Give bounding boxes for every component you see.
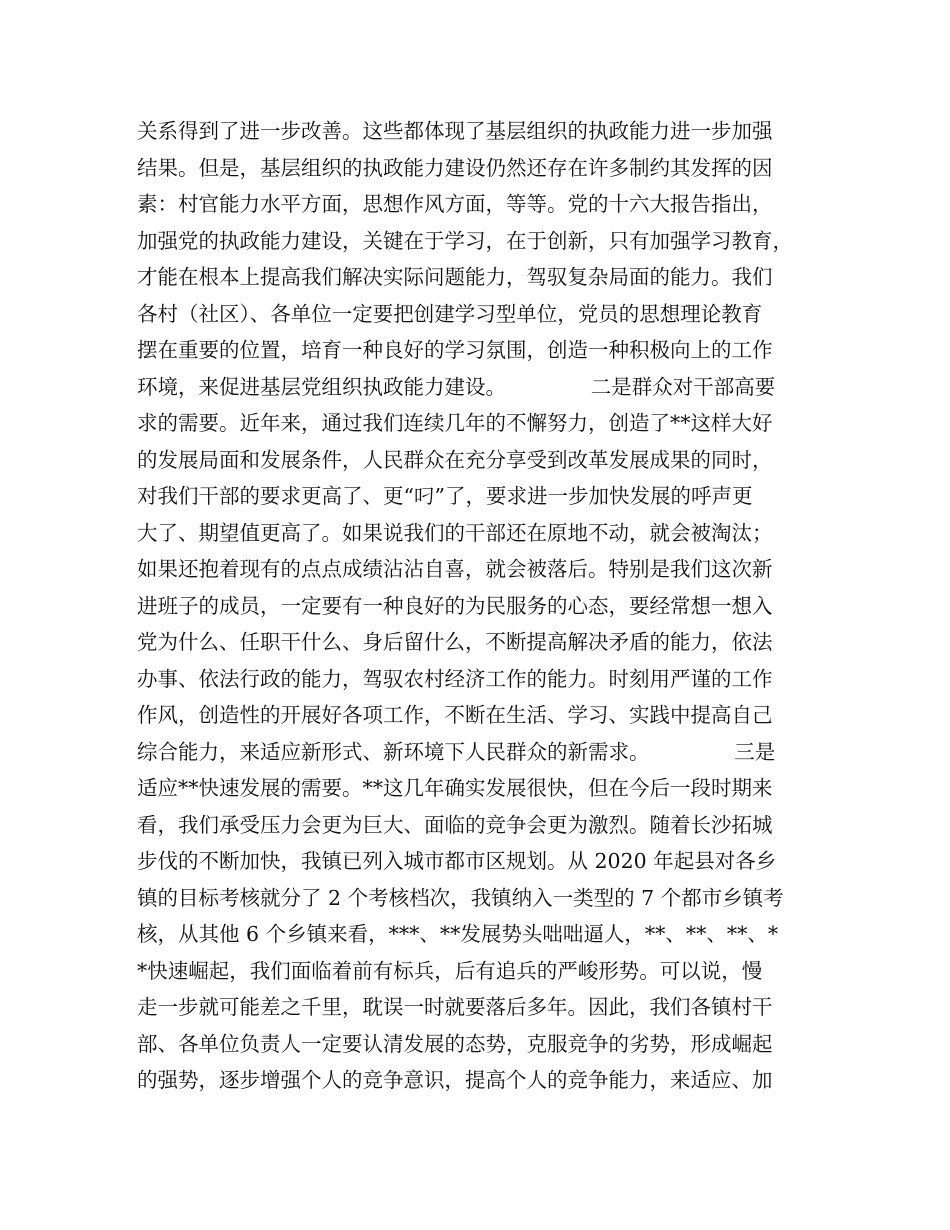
text-line: 各村（社区）、各单位一定要把创建学习型单位，党员的思想理论教育 bbox=[137, 301, 763, 326]
text-line: 加强党的执政能力建设，关键在于学习，在于创新，只有加强学习教育， bbox=[137, 228, 793, 253]
text-line: 结果。但是，基层组织的执政能力建设仍然还存在许多制约其发挥的因 bbox=[137, 155, 773, 180]
body-text bbox=[137, 113, 827, 1099]
text-line: 环境，来促进基层党组织执政能力建设。 二是群众对干部高要 bbox=[137, 374, 776, 399]
text-line: 综合能力，来适应新形式、新环境下人民群众的新需求。 三是 bbox=[137, 739, 776, 764]
text-line: 大了、期望值更高了。如果说我们的干部还在原地不动，就会被淘汰； bbox=[137, 520, 773, 545]
text-line: 核，从其他 6 个乡镇来看，***、**发展势头咄咄逼人，**、**、**、* bbox=[137, 922, 779, 946]
text-line: 党为什么、任职干什么、身后留什么，不断提高解决矛盾的能力，依法 bbox=[137, 630, 773, 654]
text-line: 摆在重要的位置，培育一种良好的学习氛围，创造一种积极向上的工作 bbox=[137, 338, 773, 362]
text-line: 进班子的成员，一定要有一种良好的为民服务的心态，要经常想一想入 bbox=[137, 593, 773, 618]
text-line: 的发展局面和发展条件，人民群众在充分享受到改革发展成果的同时， bbox=[137, 447, 773, 472]
text-line: 步伐的不断加快，我镇已列入城市都市区规划。从 2020 年起县对各乡 bbox=[137, 849, 777, 873]
text-line: 办事、依法行政的能力，驾驭农村经济工作的能力。时刻用严谨的工作 bbox=[137, 666, 773, 691]
text-line: 的强势，逐步增强个人的竞争意识，提高个人的竞争能力，来适应、加 bbox=[137, 1068, 773, 1092]
text-line: 素：村官能力水平方面，思想作风方面，等等。党的十六大报告指出， bbox=[137, 192, 773, 216]
text-line: 对我们干部的要求更高了、更“叼”了，要求进一步加快发展的呼声更 bbox=[137, 484, 753, 508]
text-line: 看，我们承受压力会更为巨大、面临的竞争会更为激烈。随着长沙拓城 bbox=[137, 812, 773, 837]
text-line: 适应**快速发展的需要。**这几年确实发展很快，但在今后一段时期来 bbox=[137, 776, 773, 800]
text-line: 关系得到了进一步改善。这些都体现了基层组织的执政能力进一步加强 bbox=[137, 119, 773, 143]
text-line: 如果还抱着现有的点点成绩沾沾自喜，就会被落后。特别是我们这次新 bbox=[137, 557, 773, 581]
text-line: 才能在根本上提高我们解决实际问题能力，驾驭复杂局面的能力。我们 bbox=[137, 265, 773, 289]
text-line: 部、各单位负责人一定要认清发展的态势，克服竞争的劣势，形成崛起 bbox=[137, 1031, 773, 1056]
text-line: 走一步就可能差之千里，耽误一时就要落后多年。因此，我们各镇村干 bbox=[137, 995, 773, 1019]
text-line: 镇的目标考核就分了 2 个考核档次，我镇纳入一类型的 7 个都市乡镇考 bbox=[137, 885, 784, 910]
text-line: 作风，创造性的开展好各项工作，不断在生活、学习、实践中提高自己 bbox=[137, 703, 773, 727]
text-line: 求的需要。近年来，通过我们连续几年的不懈努力，创造了**这样大好 bbox=[137, 411, 773, 435]
text-line: *快速崛起，我们面临着前有标兵，后有追兵的严峻形势。可以说，慢 bbox=[137, 958, 763, 983]
